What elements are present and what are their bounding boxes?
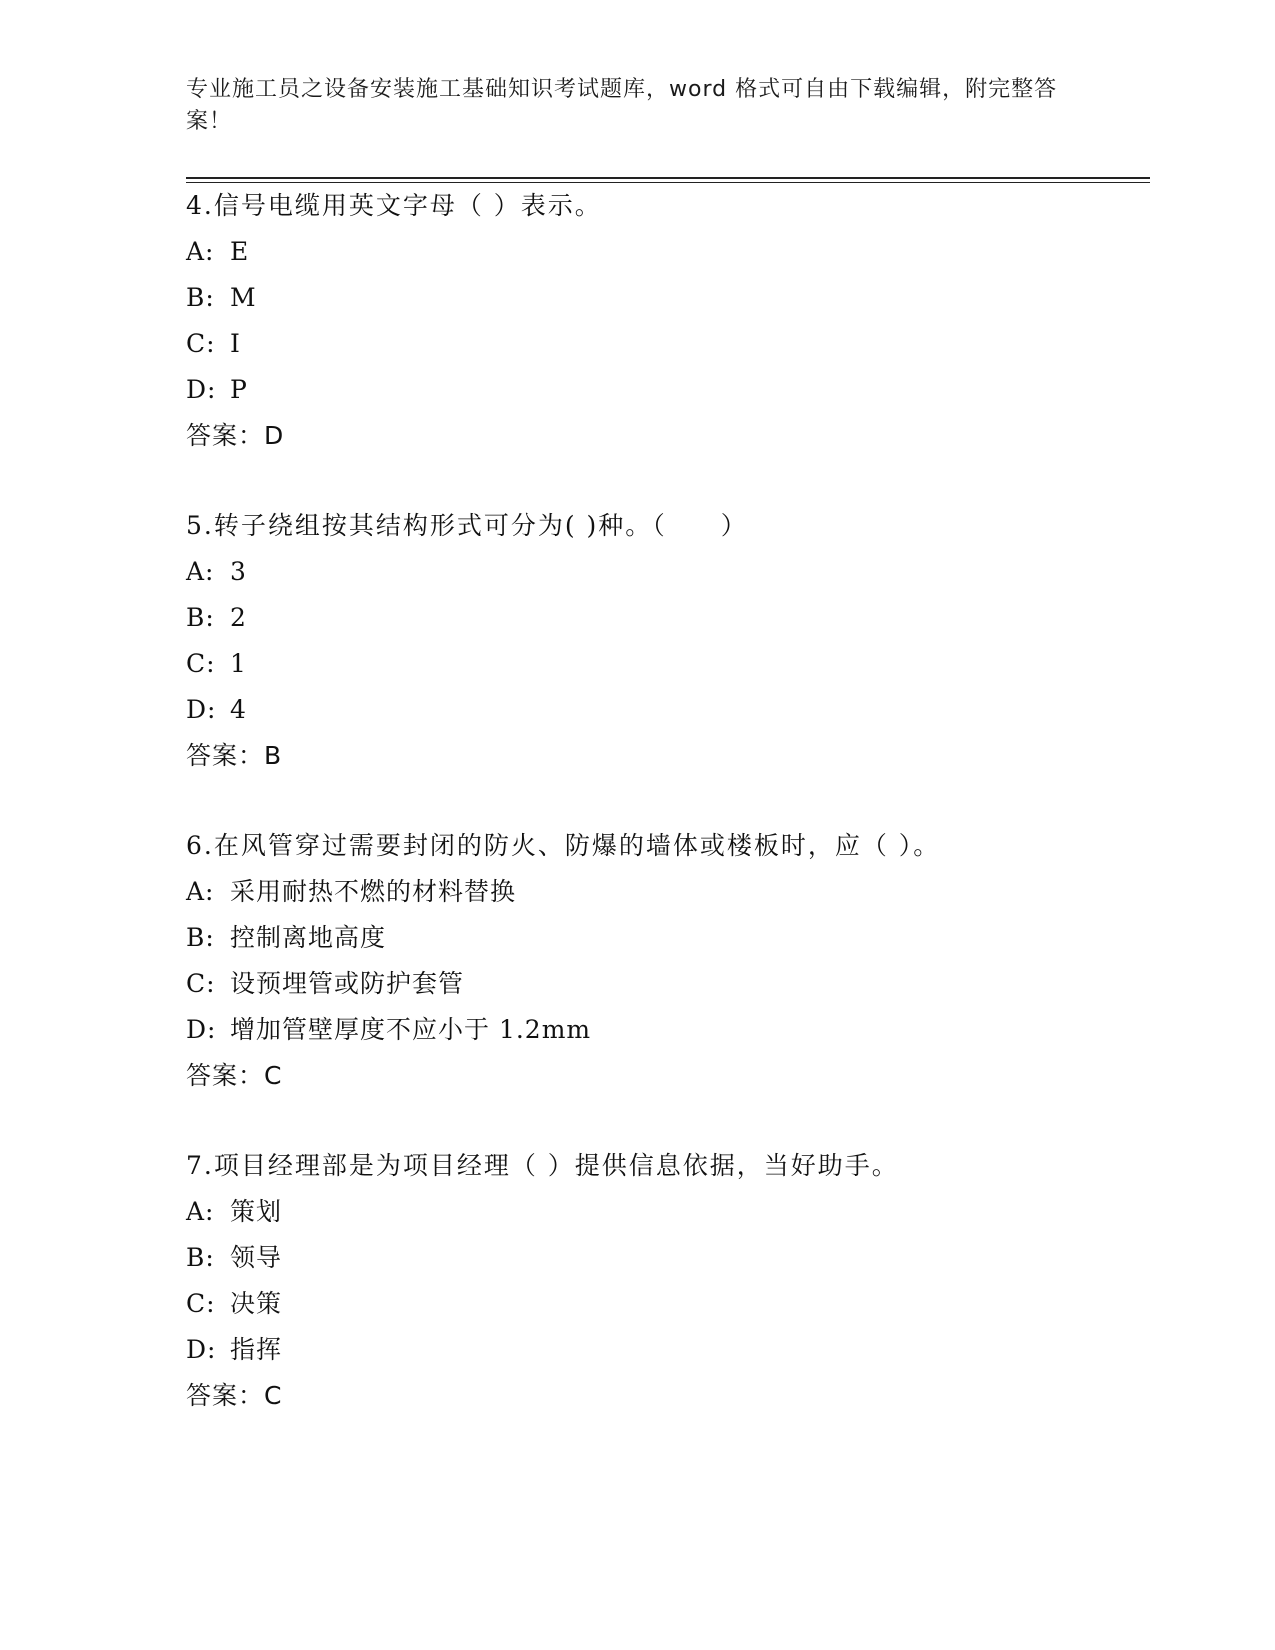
option-key: A: bbox=[186, 237, 215, 266]
option-c bbox=[186, 321, 1146, 367]
option-text: E bbox=[230, 237, 250, 266]
question-7 bbox=[186, 1143, 1146, 1419]
option-text: 指挥 bbox=[230, 1335, 283, 1364]
option-text: 2 bbox=[230, 603, 247, 632]
option-key: C: bbox=[186, 329, 216, 358]
option-a bbox=[186, 869, 1146, 915]
option-c bbox=[186, 641, 1146, 687]
option-text: P bbox=[230, 375, 248, 404]
question-stem: 4.信号电缆用英文字母（ ）表示。 bbox=[186, 191, 602, 220]
option-text: 4 bbox=[230, 695, 247, 724]
option-key: C: bbox=[186, 649, 216, 678]
option-key: A: bbox=[186, 557, 215, 586]
option-c bbox=[186, 961, 1146, 1007]
option-text: 3 bbox=[230, 557, 247, 586]
option-b bbox=[186, 915, 1146, 961]
option-d bbox=[186, 367, 1146, 413]
option-b bbox=[186, 1235, 1146, 1281]
option-key: D: bbox=[186, 1335, 217, 1364]
option-key: B: bbox=[186, 923, 215, 952]
answer-line: 答案：C bbox=[186, 1061, 283, 1090]
option-key: A: bbox=[186, 877, 215, 906]
option-text: 策划 bbox=[230, 1197, 283, 1226]
option-b bbox=[186, 275, 1146, 321]
header-divider bbox=[186, 177, 1150, 179]
option-text: 增加管壁厚度不应小于 1.2mm bbox=[230, 1015, 592, 1044]
option-key: B: bbox=[186, 603, 215, 632]
option-key: D: bbox=[186, 1015, 217, 1044]
option-key: B: bbox=[186, 283, 215, 312]
option-key: C: bbox=[186, 969, 216, 998]
option-a bbox=[186, 549, 1146, 595]
question-5 bbox=[186, 503, 1146, 779]
option-key: B: bbox=[186, 1243, 215, 1272]
option-key: C: bbox=[186, 1289, 216, 1318]
option-c bbox=[186, 1281, 1146, 1327]
answer-line: 答案：B bbox=[186, 741, 283, 770]
answer-line: 答案：D bbox=[186, 421, 285, 450]
option-key: D: bbox=[186, 375, 217, 404]
document-header-text: 专业施工员之设备安装施工基础知识考试题库，word 格式可自由下载编辑，附完整答案！ bbox=[186, 77, 1058, 134]
question-stem: 7.项目经理部是为项目经理（ ）提供信息依据，当好助手。 bbox=[186, 1151, 899, 1180]
option-key: D: bbox=[186, 695, 217, 724]
option-text: 控制离地高度 bbox=[230, 923, 387, 952]
question-stem: 5.转子绕组按其结构形式可分为( )种。（ ） bbox=[186, 511, 748, 540]
answer-line: 答案：C bbox=[186, 1381, 283, 1410]
option-d bbox=[186, 687, 1146, 733]
option-text: 领导 bbox=[230, 1243, 283, 1272]
option-text: 采用耐热不燃的材料替换 bbox=[230, 877, 517, 906]
option-text: 1 bbox=[230, 649, 247, 678]
option-text: M bbox=[230, 283, 257, 312]
option-text: 设预埋管或防护套管 bbox=[230, 969, 465, 998]
option-d bbox=[186, 1007, 1146, 1053]
option-d bbox=[186, 1327, 1146, 1373]
option-a bbox=[186, 1189, 1146, 1235]
option-text: I bbox=[230, 329, 241, 358]
option-key: A: bbox=[186, 1197, 215, 1226]
question-stem: 6.在风管穿过需要封闭的防火、防爆的墙体或楼板时，应（ ）。 bbox=[186, 831, 941, 860]
question-4 bbox=[186, 183, 1146, 459]
option-text: 决策 bbox=[230, 1289, 283, 1318]
option-a bbox=[186, 229, 1146, 275]
option-b bbox=[186, 595, 1146, 641]
question-6 bbox=[186, 823, 1146, 1099]
